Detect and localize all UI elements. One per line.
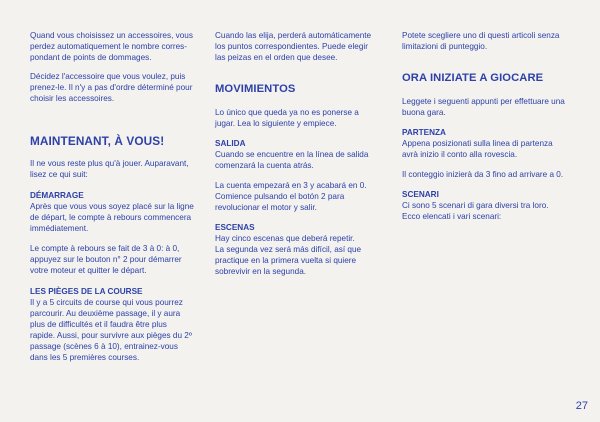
it-start-text: Appena posizionati sulla linea di partenza avrà inizio il conto alla rovescia. (402, 139, 553, 159)
fr-heading: MAINTENANT, À VOUS! (30, 134, 165, 148)
fr-traps-text: Il y a 5 circuits de course qui vous pourrez parcourir. Au deuxième passage, il y aura plus de difficultés et il faudra être plus rapide. Aussi, pour survivre aux pièges du 2º passage (scènes 6 à 10), entrainez-vous dans les 5 premières courses. (30, 298, 192, 362)
fr-lead: Il ne vous reste plus qu'à jouer. Auparavant, lisez ce qui suit: (30, 159, 189, 179)
it-accessories-intro: Potete scegliere uno di questi articoli senza limitazioni di punteggio. (402, 31, 560, 51)
fr-start-title: DÉMARRAGE (30, 191, 84, 200)
es-heading: MOVIMIENTOS (215, 83, 296, 95)
es-scenes-title: ESCENAS (215, 223, 255, 232)
it-start-title: PARTENZA (402, 128, 446, 137)
it-lead: Leggete i seguenti appunti per effettuare una buona gara. (402, 97, 565, 117)
es-scenes-text: Hay cinco escenas que deberá repetir. La segunda vez será más difícil, así que practique en la primera vuelta si quiere sobrevivir en la segunda. (215, 234, 362, 276)
it-countdown-text: Il conteggio inizierà da 3 fino ad arrivare a 0. (402, 170, 564, 179)
es-start-title: SALIDA (215, 139, 246, 148)
italian-column (402, 30, 574, 230)
french-column (30, 30, 210, 371)
es-countdown-text: La cuenta empezará en 3 y acabará en 0. Comience pulsando el botón 2 para revolucionar el motor y salir. (215, 181, 367, 212)
it-heading: ORA INIZIATE A GIOCARE (402, 72, 544, 84)
it-scenes-text: Ci sono 5 scenari di gara diversi tra loro. Ecco elencati i vari scenari: (402, 201, 549, 221)
it-scenes-title: SCENARI (402, 190, 439, 199)
fr-start-text: Après que vous vous soyez placé sur la ligne de départ, le compte à rebours commencera immédiatement. (30, 202, 194, 233)
fr-traps-title: LES PIÈGES DE LA COURSE (30, 287, 143, 296)
fr-countdown-text: Le compte à rebours se fait de 3 à 0: à 0, appuyez sur le bouton n° 2 pour démarrer votre moteur et quitter le départ. (30, 244, 182, 275)
spanish-column (215, 30, 390, 285)
es-lead: Lo único que queda ya no es ponerse a jugar. Lea lo siguiente y empiece. (215, 108, 359, 128)
fr-accessories-intro: Quand vous choisissez un accessoires, vous perdez automatiquement le nombre corres- pondant de points de dommages. (30, 31, 193, 62)
es-start-text: Cuando se encuentre en la línea de salida comenzará la cuenta atrás. (215, 150, 369, 170)
es-accessories-intro: Cuando las elija, perderá automáticamente los puntos correspondientes. Puede elegir las peizas en el orden que desee. (215, 31, 372, 62)
page-number: 27 (575, 400, 588, 412)
fr-accessories-choose: Décidez l'accessoire que vous voulez, puis prenez-le. Il n'y a pas d'ordre déterminé pour choisir les accessoires. (30, 72, 193, 103)
